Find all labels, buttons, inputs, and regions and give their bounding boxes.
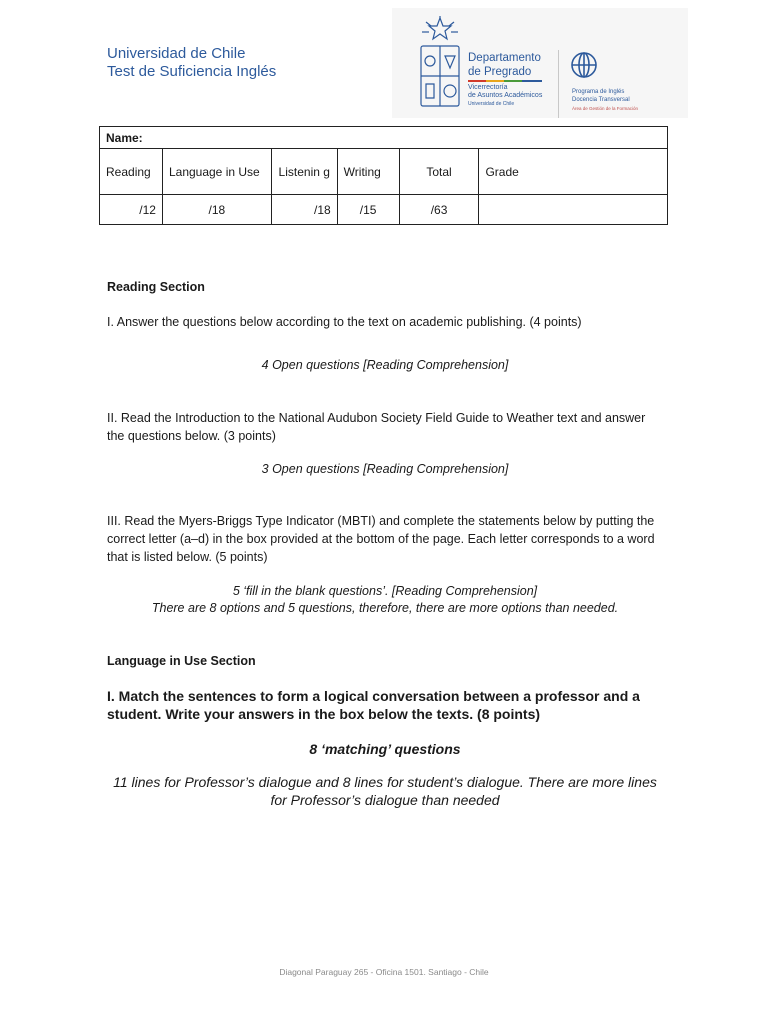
- logo-divider: [558, 50, 559, 118]
- dept-name-line4: de Asuntos Académicos: [468, 92, 543, 99]
- language-heading: Language in Use Section: [107, 654, 256, 668]
- dept-name-line3: Vicerrectoría: [468, 84, 508, 91]
- university-name: Universidad de Chile: [107, 45, 246, 62]
- program-name-line3: Área de Gestión de la Formación: [572, 106, 639, 111]
- reading-q3-note1: 5 ‘fill in the blank questions’. [Reading Comprehension]: [232, 584, 538, 598]
- name-label: Name:: [100, 127, 668, 149]
- header-grade: Grade: [479, 149, 668, 195]
- dept-name-line1: Departamento: [468, 52, 541, 64]
- language-q1-note2: 11 lines for Professor’s dialogue and 8 lines for student’s dialogue. There are more lines for Professor’s dialogue than needed: [113, 774, 657, 808]
- reading-q3-text: III. Read the Myers-Briggs Type Indicator (MBTI) and complete the statements below by putting the correct letter (a–d) in the box provided at the bottom of the page. Each letter corresponds to a word that is listed below. (5 points): [107, 514, 655, 564]
- language-q1-note1: 8 ‘matching’ questions: [309, 741, 461, 757]
- score-writing: /15: [337, 195, 399, 225]
- program-name-line1: Programa de Inglés: [572, 89, 625, 95]
- header-writing: Writing: [337, 149, 399, 195]
- table-row: [100, 127, 668, 149]
- header-listening: Listenin g: [271, 149, 337, 195]
- reading-heading: Reading Section: [107, 280, 205, 294]
- dept-name-line2: de Pregrado: [468, 66, 532, 78]
- score-reading: /12: [100, 195, 163, 225]
- dept-name-line5: Universidad de Chile: [468, 101, 515, 107]
- score-language-in-use: /18: [162, 195, 271, 225]
- test-title: Test de Suficiencia Inglés: [107, 63, 277, 80]
- brand-stripe: [468, 80, 542, 83]
- table-row: [100, 195, 668, 225]
- program-name-line2: Docencia Transversal: [572, 97, 630, 103]
- footer-address: Diagonal Paraguay 265 - Oficina 1501. Santiago - Chile: [279, 967, 489, 977]
- score-total: /63: [399, 195, 479, 225]
- institution-logos: [392, 8, 688, 118]
- score-table: [99, 126, 668, 225]
- globe-icon: [570, 51, 598, 79]
- reading-q1-text: I. Answer the questions below according to the text on academic publishing. (4 points): [107, 315, 582, 329]
- university-seal-icon: [418, 16, 462, 112]
- reading-q2-note: 3 Open questions [Reading Comprehension]: [261, 462, 509, 476]
- table-row: [100, 149, 668, 195]
- header-language-in-use: Language in Use: [162, 149, 271, 195]
- reading-q2-text: II. Read the Introduction to the National Audubon Society Field Guide to Weather text and answer the questions below. (3 points): [107, 411, 646, 443]
- score-listening: /18: [271, 195, 337, 225]
- reading-q3-note2: There are 8 options and 5 questions, therefore, there are more options than needed.: [151, 601, 619, 615]
- score-grade: [479, 195, 668, 225]
- header-reading: Reading: [100, 149, 163, 195]
- reading-q1-note: 4 Open questions [Reading Comprehension]: [261, 358, 509, 372]
- header-total: Total: [399, 149, 479, 195]
- language-q1-text: I. Match the sentences to form a logical conversation between a professor and a student. Write your answers in the box below the texts. (8 points): [107, 688, 640, 722]
